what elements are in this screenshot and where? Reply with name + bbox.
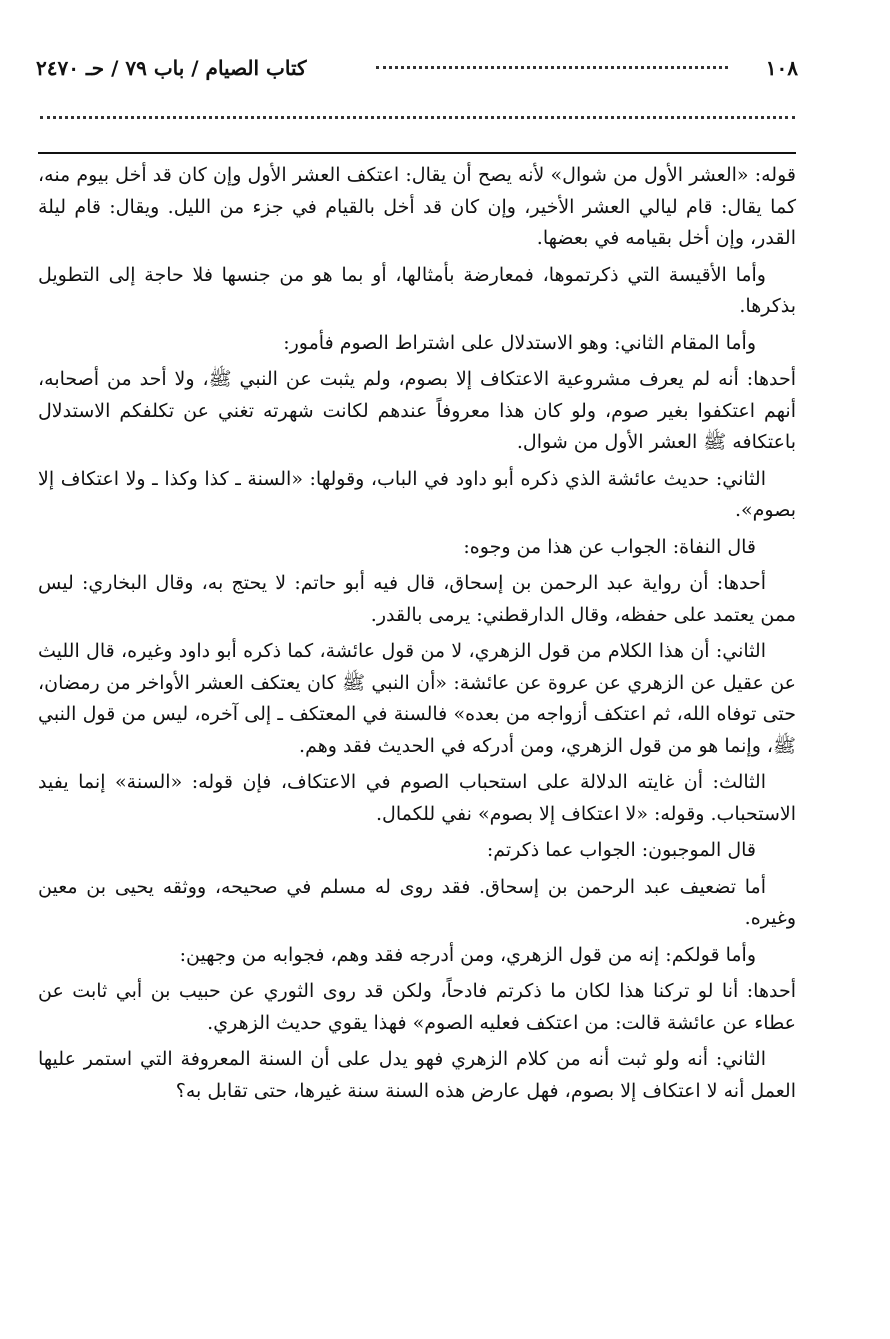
paragraph: وأما المقام الثاني: وهو الاستدلال على اشتراط الصوم فأمور: [283, 331, 756, 354]
header-rule [38, 152, 796, 154]
paragraph: أحدها: أنه لم يعرف مشروعية الاعتكاف إلا بصوم، ولم يثبت عن النبي ﷺ، ولا أحد من أصحابه، أنهم اعتكفوا بغير صوم، ولو كان هذا معروفاً عندهم لكانت شهرته تغني عن تكلفكم الاستدلال باعتكافه ﷺ العشر الأول من شوال. [38, 368, 796, 453]
paragraph: أحدها: أنا لو تركنا هذا لكان ما ذكرتم فادحاً، ولكن قد روى الثوري عن حبيب بن أبي ثابت عن عطاء عن عائشة قالت: من اعتكف فعليه الصوم» فهذا يقوي حديث الزهري. [38, 980, 796, 1034]
paragraph: أما تضعيف عبد الرحمن بن إسحاق. فقد روى له مسلم في صحيحه، ووثقه يحيى بن معين وغيره. [38, 875, 796, 929]
paragraph: قوله: «العشر الأول من شوال» لأنه يصح أن يقال: اعتكف العشر الأول وإن كان قد أخل بيوم منه، كما يقال: قام ليالي العشر الأخير، وإن كان قد أخل بالقيام في جزء من الليل. ويقال: قام ليلة القدر، وإن أخل بقيامه في بعضها. [38, 164, 796, 249]
dotted-separator [40, 116, 795, 119]
paragraph: قال الموجبون: الجواب عما ذكرتم: [486, 839, 756, 861]
paragraph: الثاني: حديث عائشة الذي ذكره أبو داود في الباب، وقولها: «السنة ـ كذا وكذا ـ ولا اعتكاف إلا بصوم». [38, 467, 796, 521]
paragraph: أحدها: أن رواية عبد الرحمن بن إسحاق، قال فيه أبو حاتم: لا يحتج به، وقال البخاري: ليس ممن يعتمد على حفظه، وقال الدارقطني: يرمى بالقدر. [38, 572, 796, 626]
paragraph: وأما قولكم: إنه من قول الزهري، ومن أدرجه فقد وهم، فجوابه من وجهين: [179, 943, 756, 966]
page-header [36, 52, 798, 86]
page-body [38, 160, 796, 1112]
page-number: ١٠٨ [765, 56, 798, 80]
paragraph: قال النفاة: الجواب عن هذا من وجوه: [463, 535, 756, 558]
running-title: كتاب الصيام / باب ٧٩ / حـ ٢٤٧٠ [36, 56, 307, 80]
paragraph: وأما الأقيسة التي ذكرتموها، فمعارضة بأمثالها، أو بما هو من جنسها فلا حاجة إلى التطويل بذكرها. [38, 263, 796, 317]
paragraph: الثاني: أن هذا الكلام من قول الزهري، لا من قول عائشة، كما ذكره أبو داود وغيره، قال الليث عن عقيل عن الزهري عن عروة عن عائشة: «أن النبي ﷺ كان يعتكف العشر الأواخر من رمضان، حتى توفاه الله، ثم اعتكف أزواجه من بعده» فالسنة في المعتكف ـ إلى آخره، ليس من قول النبي ﷺ، وإنما هو من قول الزهري، ومن أدركه في الحديث فقد وهم. [38, 640, 796, 757]
header-dotted-leader [376, 66, 728, 69]
paragraph: الثاني: أنه ولو ثبت أنه من كلام الزهري فهو يدل على أن السنة المعروفة التي استمر عليها العمل أنه لا اعتكاف إلا بصوم، فهل عارض هذه السنة سنة غيرها، حتى تقابل به؟ [38, 1048, 796, 1102]
paragraph: الثالث: أن غايته الدلالة على استحباب الصوم في الاعتكاف، فإن قوله: «السنة» إنما يفيد الاستحباب. وقوله: «لا اعتكاف إلا بصوم» نفي للكمال. [38, 771, 796, 825]
